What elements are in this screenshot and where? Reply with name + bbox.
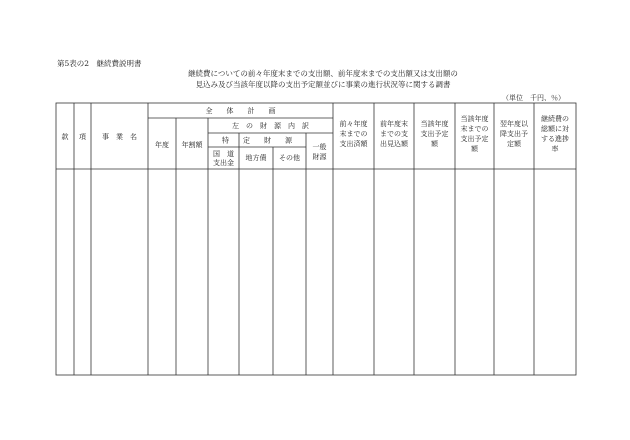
title-line-1: 継続費についての前々年度末までの支出額、前年度末までの支出額又は支出額の bbox=[188, 69, 458, 78]
header-zenzen-line-3: 支出済額 bbox=[339, 140, 368, 148]
header-zenzen-line-1: 前々年度 bbox=[339, 120, 368, 128]
header-zen-line-2: までの支 bbox=[380, 130, 408, 138]
header-tougai-matsu-line-2: 末までの bbox=[460, 125, 489, 133]
header-zentai-keikaku: 全 体 計 画 bbox=[205, 107, 276, 115]
title-line-2: 見込み及び当該年度以降の支出予定額並びに事業の進行状況等に関する調書 bbox=[195, 79, 451, 89]
header-nendo: 年度 bbox=[155, 141, 169, 149]
header-tougai-matsu-line-4: 額 bbox=[471, 145, 478, 153]
header-tougai-line-2: 支出予定 bbox=[420, 130, 449, 138]
header-ippan-line-2: 財源 bbox=[312, 153, 327, 161]
header-kokko-line-1: 国 道 bbox=[213, 150, 234, 158]
header-shinchoku-line-3: する進捗 bbox=[541, 135, 569, 143]
header-shinchoku-line-1: 継続費の bbox=[541, 115, 569, 123]
unit-note: （単位 千円、％） bbox=[502, 94, 565, 102]
header-tougai-line-1: 当該年度 bbox=[420, 120, 449, 128]
header-yokunendo-line-2: 降支出予 bbox=[500, 130, 528, 138]
header-zen-line-1: 前年度末 bbox=[380, 120, 408, 128]
header-shinchoku-line-4: 率 bbox=[551, 145, 559, 153]
header-tougai-matsu-line-1: 当該年度 bbox=[460, 115, 489, 123]
header-tougai-matsu-line-3: 支出予定 bbox=[460, 135, 489, 143]
header-yokunendo-line-1: 翌年度以 bbox=[500, 120, 528, 128]
header-kokko-line-2: 支出金 bbox=[213, 159, 234, 167]
header-tokutei-zaigen: 特 定 財 源 bbox=[222, 136, 292, 145]
form-label: 第5表の2 継続費説明書 bbox=[57, 59, 142, 68]
header-tougai-line-3: 額 bbox=[431, 140, 438, 148]
header-zen-line-3: 出見込額 bbox=[380, 140, 408, 148]
header-zenzen-line-2: 末までの bbox=[339, 130, 368, 138]
header-chihousai: 地方債 bbox=[245, 154, 267, 162]
header-zaigen-naiyaku: 左 の 財 源 内 訳 bbox=[232, 122, 309, 130]
header-sonota: その他 bbox=[279, 154, 300, 162]
header-ippan-line-1: 一般 bbox=[312, 143, 327, 151]
header-kan: 款 bbox=[61, 133, 69, 141]
header-jigyo-mei: 事 業 名 bbox=[102, 133, 137, 141]
header-nenwarigaku: 年割額 bbox=[181, 141, 203, 149]
header-kou: 項 bbox=[79, 133, 86, 141]
header-yokunendo-line-3: 定額 bbox=[507, 140, 521, 148]
header-shinchoku-line-2: 総額に対 bbox=[541, 125, 569, 133]
